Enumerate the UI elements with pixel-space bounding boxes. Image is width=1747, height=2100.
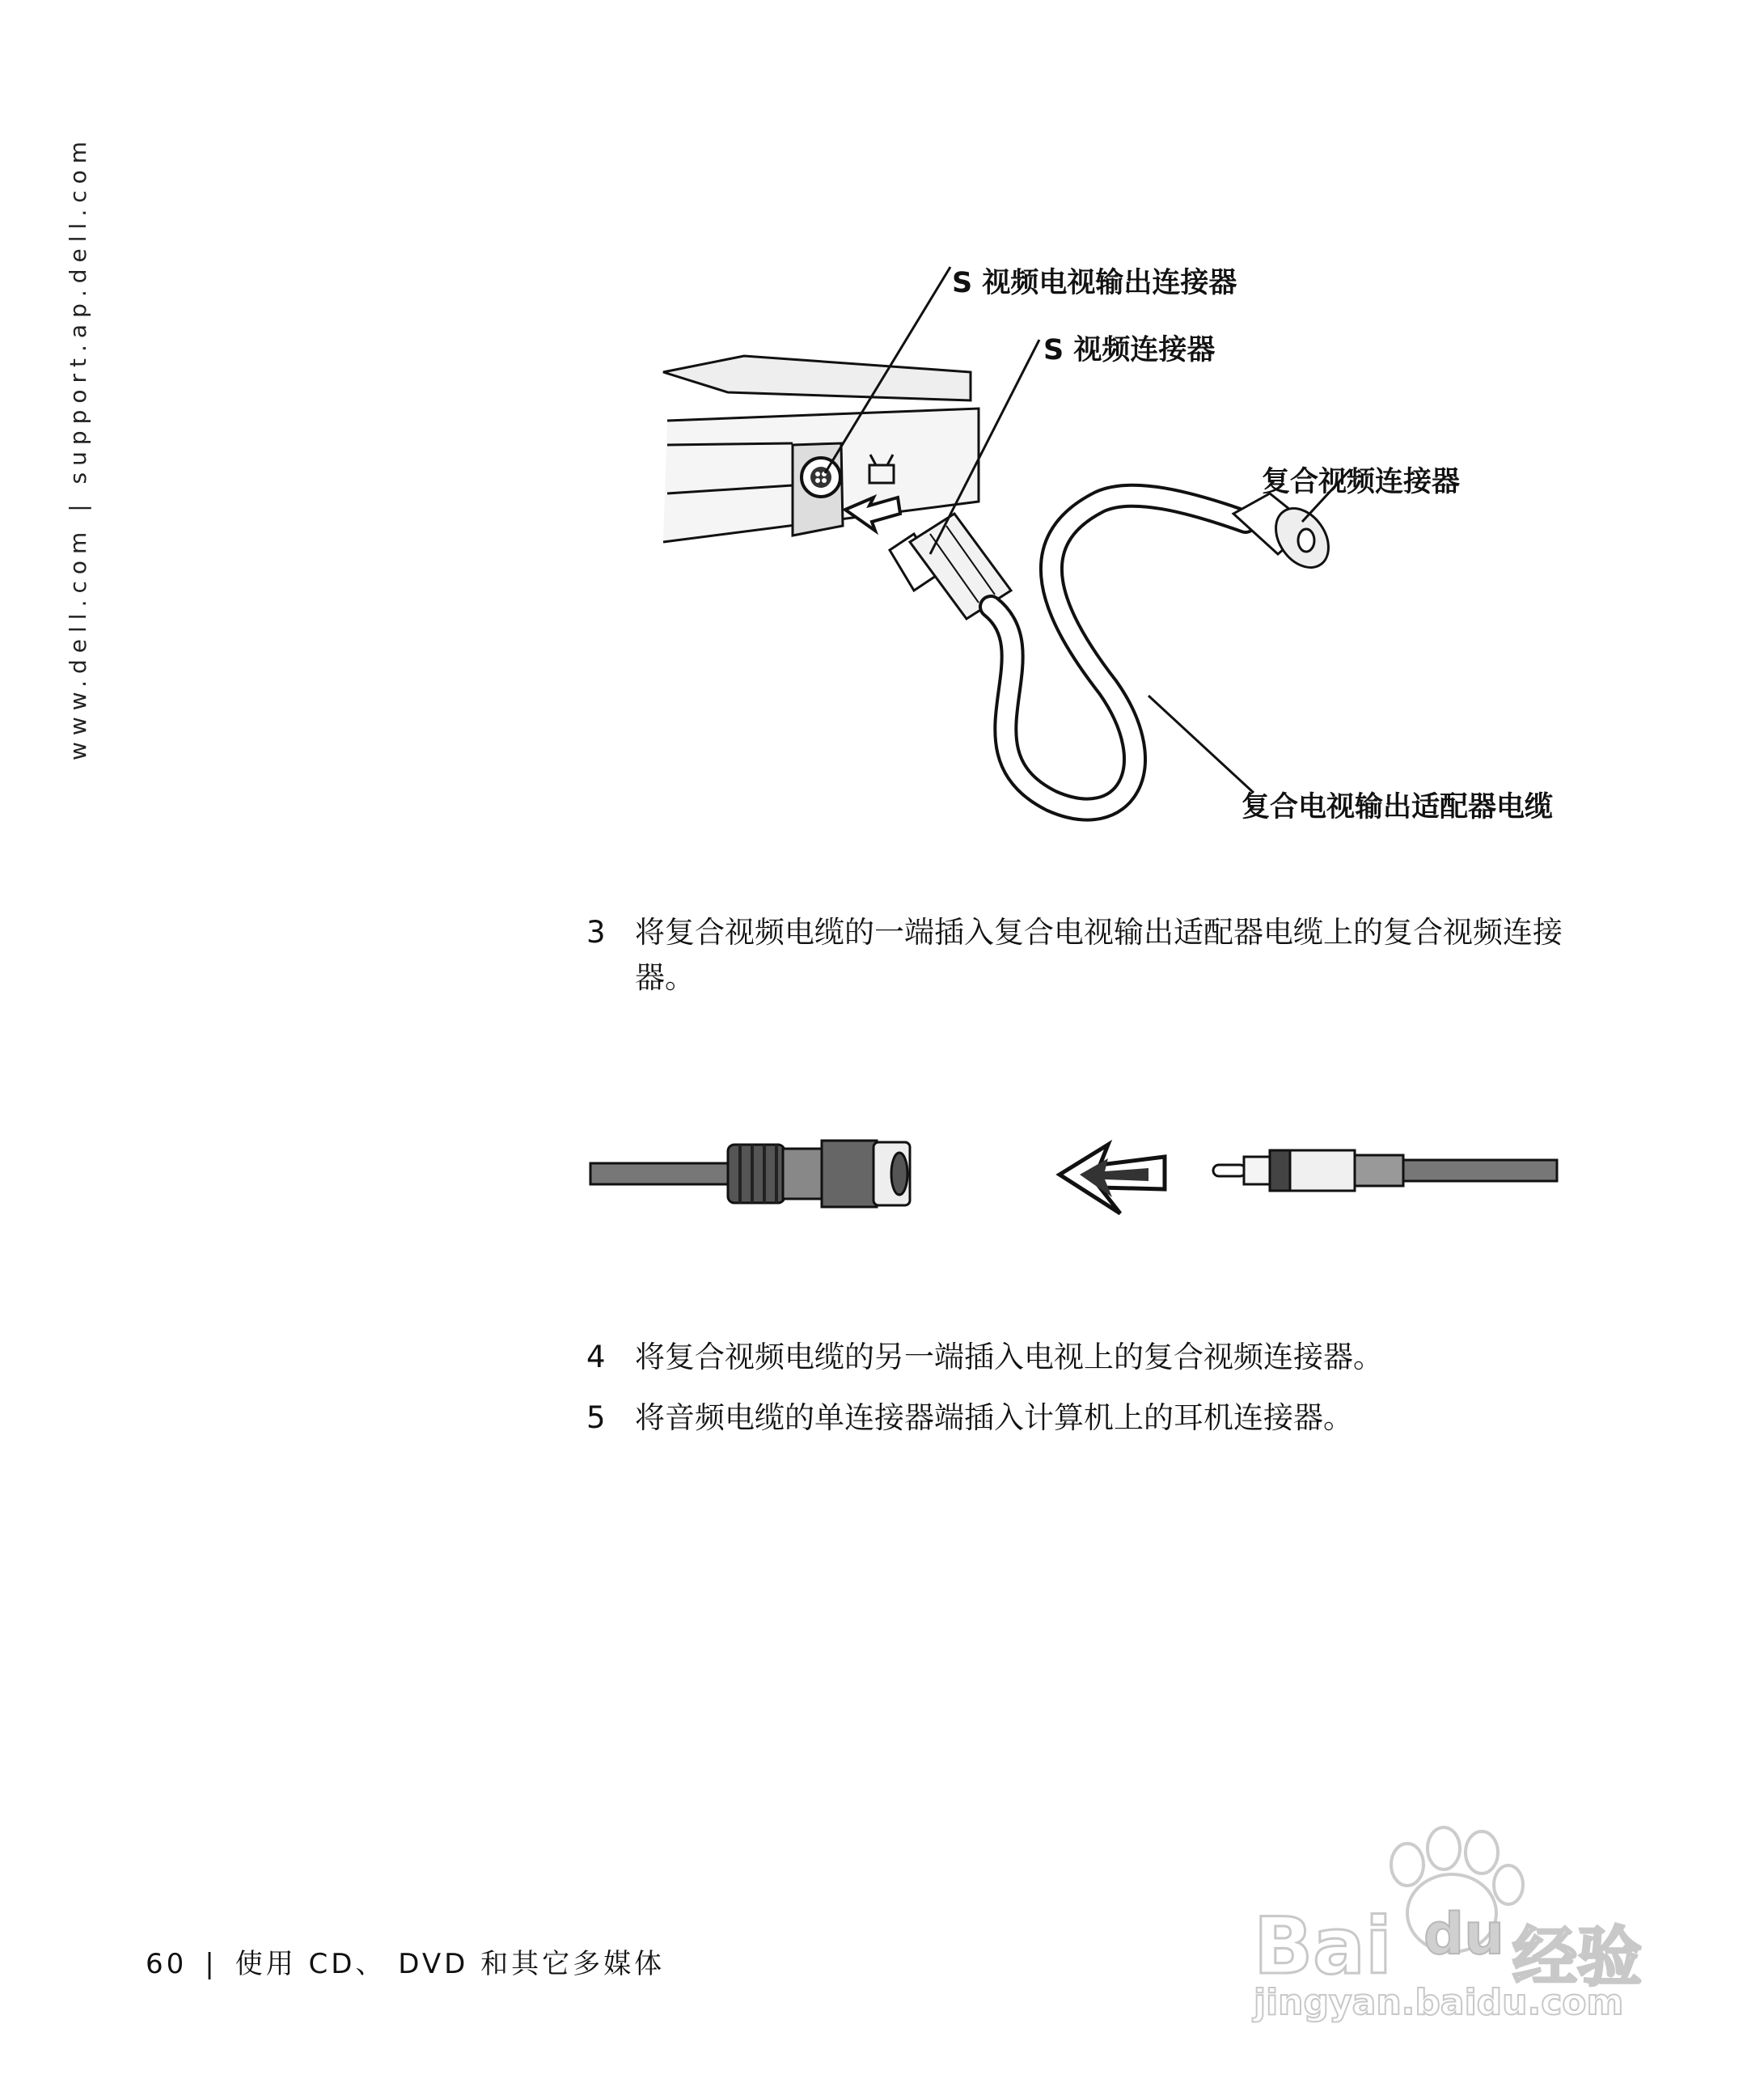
- step-text: 将复合视频电缆的另一端插入电视上的复合视频连接器。: [635, 1340, 1383, 1374]
- footer-separator: |: [205, 1948, 218, 1980]
- watermark-url: jingyan.baidu.com: [1254, 1982, 1624, 2023]
- step-number: 4: [586, 1340, 606, 1374]
- section-title: 使用 CD、 DVD 和其它多媒体: [235, 1948, 666, 1980]
- side-url: www.dell.com | support.ap.dell.com: [65, 134, 91, 760]
- watermark-brand-latin: Bai: [1254, 1901, 1392, 1992]
- figure-composite-plugs: [582, 1100, 1569, 1246]
- label-s-video-connector: S 视频连接器: [1043, 334, 1216, 366]
- label-s-video-tv-out: S 视频电视输出连接器: [952, 267, 1237, 299]
- female-composite-connector: [590, 1141, 910, 1207]
- step-4: [586, 1335, 1597, 1380]
- step-text: 将音频电缆的单连接器端插入计算机上的耳机连接器。: [635, 1400, 1353, 1435]
- step-3: [586, 910, 1597, 1001]
- label-composite-adapter-cable: 复合电视输出适配器电缆: [1242, 791, 1554, 823]
- label-composite-video-connector: 复合视频连接器: [1262, 466, 1461, 498]
- watermark-brand-du: du: [1423, 1901, 1504, 1967]
- watermark-brand-cn: 经验: [1512, 1920, 1642, 1995]
- male-composite-plug: [1213, 1150, 1557, 1191]
- laptop-port-icon: [663, 356, 979, 542]
- page-number: 60: [146, 1948, 188, 1980]
- step-5: [586, 1395, 1597, 1441]
- baidu-watermark: [1246, 1820, 1666, 2022]
- step-number: 5: [586, 1400, 606, 1435]
- composite-connector: [1233, 493, 1339, 578]
- page-footer: [146, 1941, 665, 1981]
- step-number: 3: [586, 915, 606, 950]
- adapter-cable: [991, 496, 1246, 810]
- step-text: 将复合视频电缆的一端插入复合电视输出适配器电缆上的复合视频连接器。: [635, 915, 1563, 995]
- figure-tv-adapter: [631, 235, 1601, 849]
